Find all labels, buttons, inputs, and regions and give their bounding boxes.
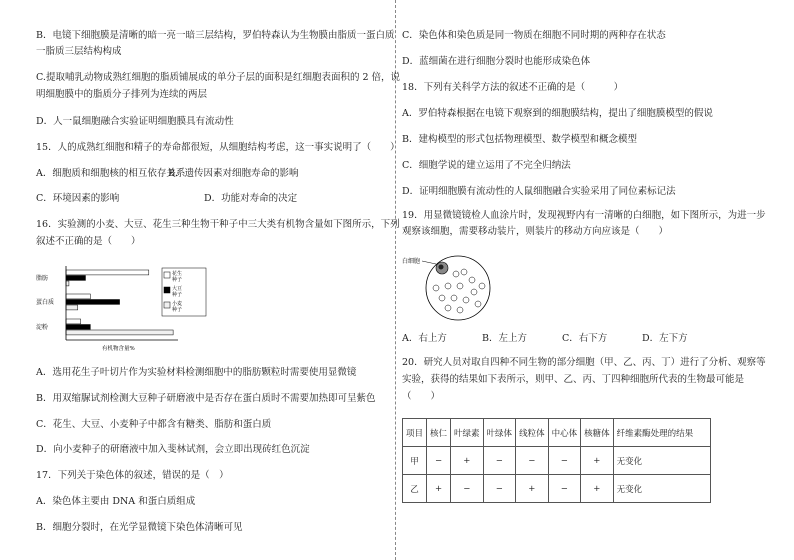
table-cell: − [483,475,516,503]
rbc [457,307,463,313]
q17-option-a: A．染色体主要由 DNA 和蛋白质组成 [36,496,196,507]
q19-option-a: A．右上方 [402,333,447,344]
q19-stem-line1: 19．用显微镜镜检人血涂片时，发现视野内有一清晰的白细胞，如下图所示，为进一步 [402,210,766,221]
table-header: 核糖体 [581,419,614,447]
q18-option-d: D．证明细胞膜有流动性的人鼠细胞融合实验采用了同位素标记法 [402,186,676,197]
q19-option-c: C．右下方 [562,333,608,344]
legend-label-wheat-2: 种子 [172,307,183,313]
rbc [445,283,451,289]
category-label-protein: 蛋白质 [36,299,55,306]
q19-option-d: D．左下方 [642,333,688,344]
table-cell: − [548,447,581,475]
q15-stem: 15．人的成熟红细胞和精子的寿命都很短，从细胞结构考虑，这一事实说明了（ ） [36,142,400,153]
table-cell: − [427,447,451,475]
q19-stem-line2: 观察该细胞，需要移动装片，则装片的移动方向应该是（ ） [402,226,669,237]
table-cell: − [548,475,581,503]
bar-2-2 [66,330,173,335]
q16-option-b: B．用双缩脲试剂检测大豆种子研磨液中是否存在蛋白质时不需要加热即可呈紫色 [36,393,376,404]
rbc [445,305,451,311]
table-row [403,447,711,475]
legend-label-peanut-1: 花生 [172,271,183,277]
bar-1-0 [66,294,90,299]
q20-stem-line1: 20．研究人员对取自四种不同生物的部分细胞（甲、乙、丙、丁）进行了分析、观察等 [402,357,766,368]
q19-option-b: B．左上方 [482,333,527,344]
q16-stem-line2: 叙述不正确的是（ ） [36,236,141,247]
rbc [475,301,481,307]
rbc [469,277,475,283]
q18-option-c: C．细胞学说的建立运用了不完全归纳法 [402,160,571,171]
table-cell: + [581,475,614,503]
q15-option-b: B．遗传因素对细胞寿命的影响 [168,168,299,179]
table-cell: − [483,447,516,475]
q15-options-row2 [36,193,297,205]
q16-option-c: C．花生、大豆、小麦种子中都含有糖类、脂肪和蛋白质 [36,419,272,430]
q16-option-d: D．向小麦种子的研磨液中加入斐林试剂，会立即出现砖红色沉淀 [36,444,310,455]
q16-option-a: A．选用花生子叶切片作为实验材料检测细胞中的脂肪颗粒时需要使用显微镜 [36,367,357,378]
microscope-field-figure [402,252,492,322]
table-header-row [403,419,711,447]
table-cell: + [581,447,614,475]
q14-option-d: D．人一鼠细胞融合实验证明细胞膜具有流动性 [36,116,234,127]
q17-option-b: B．细胞分裂时，在光学显微镜下染色体清晰可见 [36,522,243,533]
rbc [433,285,439,291]
legend-label-peanut-2: 种子 [172,277,183,283]
bar-0-2 [66,281,69,286]
table-header: 叶绿体 [483,419,516,447]
q17-option-c: C．染色体和染色质是同一物质在细胞不同时期的两种存在状态 [402,30,666,41]
seed-content-bar-chart [36,262,211,354]
bar-0-0 [66,270,149,275]
legend-label-soybean-1: 大豆 [172,286,183,292]
table-header: 核仁 [427,419,451,447]
table-cell: + [516,475,549,503]
q15-option-d: D．功能对寿命的决定 [204,193,298,204]
legend-label-wheat-1: 小麦 [172,301,183,307]
table-header: 纤维素酶处理的结果 [613,419,710,447]
rbc [451,295,457,301]
table-cell: + [427,475,451,503]
q17-stem: 17．下列关于染色体的叙述，错误的是（ ） [36,470,229,481]
legend-swatch-soybean [164,287,170,293]
q14-option-c-line2: 明细胞膜中的脂质分子排列为连续的两层 [36,89,208,100]
table-cell: 无变化 [613,447,710,475]
legend-swatch-wheat [164,302,170,308]
table-cell: 无变化 [613,475,710,503]
q15-option-c: C．环境因素的影响 [36,193,120,204]
white-cell-label: 白细胞 [402,258,421,265]
table-header: 叶绿素 [451,419,484,447]
x-axis-label: 有机物含量% [102,346,135,352]
rbc [453,271,459,277]
bar-0-1 [66,276,85,281]
rbc [471,289,477,295]
q18-option-a: A．罗伯特森根据在电镜下观察到的细胞膜结构，提出了细胞膜模型的假说 [402,108,713,119]
q20-stem-line3: （ ） [402,391,441,402]
bar-2-1 [66,325,90,330]
category-label-starch: 淀粉 [36,324,49,331]
q20-stem-line2: 实验，获得的结果如下表所示，则甲、乙、丙、丁四种细胞所代表的生物最可能是 [402,374,745,385]
legend-swatch-peanut [164,272,170,278]
q19-options [402,333,688,345]
table-cell: 乙 [403,475,427,503]
bar-1-2 [66,305,78,310]
q18-option-b: B．建构模型的形式包括物理模型、数学模型和概念模型 [402,134,637,145]
rbc [479,283,485,289]
rbc [439,295,445,301]
label-pointer [422,261,436,264]
q18-stem: 18．下列有关科学方法的叙述不正确的是（ ） [402,82,624,93]
bar-1-1 [66,300,120,305]
column-divider [395,0,396,560]
q17-option-d: D．蓝细菌在进行细胞分裂时也能形成染色体 [402,56,591,67]
white-blood-cell-nucleus [439,265,444,270]
table-row [403,475,711,503]
q16-stem-line1: 16．实验测的小麦、大豆、花生三种生物干种子中三大类有机物含量如下图所示，下列 [36,219,400,230]
q14-option-b-line1: B．电镜下细胞膜是清晰的暗一亮一暗三层结构，罗伯特森认为生物膜由脂质一蛋白质 [36,30,395,41]
category-label-fat: 脂肪 [36,275,49,282]
table-cell: − [516,447,549,475]
rbc [463,297,469,303]
table-header: 中心体 [548,419,581,447]
table-cell: − [451,475,484,503]
q14-option-b-line2: 一脂质三层结构构成 [36,46,122,57]
bar-2-0 [66,319,81,324]
table-header: 线粒体 [516,419,549,447]
q15-options-row1 [36,168,298,180]
table-cell: + [451,447,484,475]
table-cell: 甲 [403,447,427,475]
cell-analysis-table [402,418,711,503]
rbc [457,283,463,289]
q14-option-c-line1: C.提取哺乳动物成熟红细胞的脂质铺展成的单分子层的面积是红细胞表面积的 2 倍，说 [36,72,401,83]
table-header: 项目 [403,419,427,447]
legend-label-soybean-2: 种子 [172,292,183,298]
rbc [461,269,467,275]
q15-option-a: A．细胞质和细胞核的相互依存关系 [36,168,186,179]
